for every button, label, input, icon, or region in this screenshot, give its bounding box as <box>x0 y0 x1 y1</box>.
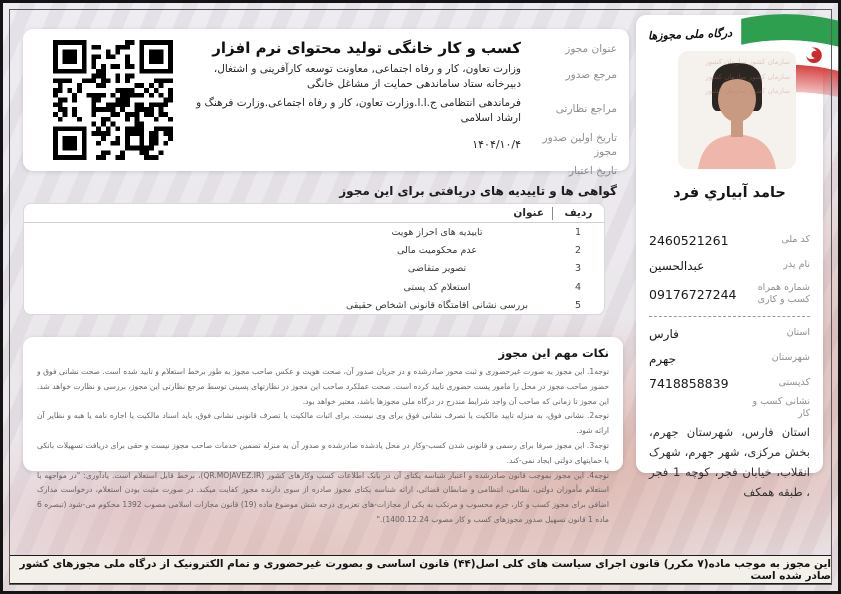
field-county <box>649 346 810 371</box>
issuer-label: مرجع صدور <box>565 69 617 81</box>
profile-fields <box>649 228 810 502</box>
table-row <box>24 223 604 241</box>
field-business-mobile <box>649 278 810 310</box>
portal-logo: درگاه ملی مجوزها <box>647 26 733 43</box>
field-value: جهرم <box>649 351 676 366</box>
license-title: کسب و کار خانگی تولید محتوای نرم افزار <box>212 39 521 57</box>
row-number: 1 <box>574 226 582 238</box>
field-value: عبدالحسین <box>649 258 705 273</box>
field-label: نام پدر <box>783 259 810 271</box>
field-national-id <box>649 228 810 253</box>
person-name: حامد آبياري فرد <box>673 185 786 201</box>
profile-card <box>636 15 823 500</box>
table-header <box>24 204 604 223</box>
row-title: تاییدیه های احراز هویت <box>391 226 483 238</box>
table-row <box>24 297 604 315</box>
note-item: توجه4. این مجوز بموجب قانون صادرشده و اعتبار شناسه یکتای آن در بانک اطلاعات کسب وکارهای کشور (QR.MOJAVEZ.IR)، برخط قابل استعلام است. یادآوری: "در مواجهه با استعلام مأموران دولتی، نظامی، انتظامی و ضابطان قضائی، ارائه شناسه یکتای مجوز صادره از سوی دارنده مجوز کفایت میکند. در صورت مثبت بودن استعلام، درخواست مدارک اضافی برای مجوز کسب و کار، جرم محسوب و مرتکب به یکی از مجازات-های تعزیری درجه شش موضوع ماده (19) قانون مجازات اسلامی مصوب 1392 محکوم می-شود (تبصره 6 ماده 1 قانون تسهیل صدور مجوزهای کسب و کار مصوب 1400.12.24)." <box>37 470 609 524</box>
col-header-row-number: ردیف <box>552 207 604 220</box>
field-value: 2460521261 <box>649 233 729 248</box>
row-title: بررسی نشانی اقامتگاه قانونی اشخاص حقیقی <box>345 300 529 312</box>
field-postal-code <box>649 371 810 396</box>
row-title: عدم محکومیت مالی <box>396 245 478 257</box>
col-header-title: عنوان <box>513 207 544 219</box>
license-title-label: عنوان مجوز <box>565 43 617 55</box>
notes-heading: نکات مهم این مجوز <box>498 346 609 360</box>
note-item: توجه1. این مجوز به صورت غیرحضوری و ثبت محور صادرشده و در جریان صدور آن، صحت هویت و عکس صاحب مجوز به طور برخط استعلام و تایید شده است. صحت نشانی فوق و حضور صاحب مجوز در محل را مامور پست حضوری تایید کرده است. صحت عملکرد صاحب این مجوز در نظارتهای پسینی توسط مرجع نظارتی این مجوز، بررسی و نظارت خواهد شد. این مجوز تا زمانی که صاحب آن واجد شرایط مندرج در درگاه ملی مجوزها باشد، معتبر خواهد بود. <box>37 367 609 406</box>
license-info-card <box>23 29 629 178</box>
certificates-heading: گواهی ها و تاییدیه های دریافتی برای این مجوز <box>339 184 617 198</box>
field-label: کدپستی <box>778 377 810 389</box>
footer-text: این مجوز به موجب ماده(۷ مکرر) قانون اجرای سیاست های کلی اصل(۴۴) قانون اساسی و بصورت غیرحضوری و تمام الکترونیک از درگاه ملی مجوزهای کشور صادر شده است <box>19 557 831 582</box>
table-row <box>24 260 604 278</box>
supervisors-value: فرماندهی انتظامی ج.ا.ا.وزارت تعاون، کار و رفاه اجتماعی.وزارت فرهنگ و ارشاد اسلامی <box>196 97 521 125</box>
field-label: کد ملی <box>781 234 810 246</box>
qr-code <box>31 37 195 163</box>
field-value: 7418858839 <box>649 376 729 391</box>
note-item: توجه3. این مجوز صرفا برای رسمی و قانونی شدن کسب-وکار در محل یادشده صادرشده و صدور آن به منزله تضمین خدمات صاحب مجوز نیست و حقی برای دریافت تسهیلات بانکی یا حمایتهای دولتی ایجاد نمی-کند. <box>37 440 609 465</box>
first-issue-date-label: تاریخ اولین صدور مجوز <box>542 131 617 158</box>
divider <box>649 316 810 317</box>
field-label: استان <box>786 327 810 339</box>
important-notes-card <box>23 337 623 524</box>
field-province <box>649 321 810 346</box>
business-address: استان فارس، شهرستان جهرم، بخش مرکزی، شهر جهرم، شهرک انقلاب، خیابان فجر، کوچه 1 فجر ، طبقه همکف <box>649 424 810 500</box>
footer-bar <box>10 555 831 584</box>
license-fields <box>195 37 617 178</box>
portrait-image <box>678 51 796 169</box>
row-title: استعلام کد پستی <box>403 281 471 293</box>
field-father-name <box>649 253 810 278</box>
table-row <box>24 241 604 259</box>
row-number: 3 <box>574 263 582 275</box>
table-row <box>24 278 604 296</box>
row-number: 5 <box>574 300 582 312</box>
expiry-date-value <box>195 164 521 178</box>
field-business-address <box>649 396 810 421</box>
photo-watermark: سازمان کشور سازمان کشور سازمان کشور سازمان کشور سازمان کشور سازمان کشور <box>705 58 790 96</box>
field-label: شهرستان <box>771 352 810 364</box>
first-issue-date-value: ۱۴۰۴/۱۰/۴ <box>472 138 521 152</box>
row-number: 4 <box>574 281 582 293</box>
note-item: توجه2. نشانی فوق، به منزله تایید مالکیت یا تصرف نشانی فوق برای وی نیست. برای اثبات مالکیت یا تصرف قانونی نشانی فوق، باید اسناد مالکیت یا اجاره نامه یا هبه و نظایر آن ارائه شود. <box>37 411 609 436</box>
certificates-table <box>23 203 605 315</box>
applicant-photo <box>678 51 796 169</box>
field-label: نشانی کسب و کار <box>752 396 810 420</box>
row-number: 2 <box>574 245 582 257</box>
field-label: شماره همراه کسب و کاری <box>757 281 810 305</box>
row-title: تصویر متقاضی <box>407 263 467 275</box>
issuer-value: وزارت تعاون، کار و رفاه اجتماعی, معاونت توسعه کارآفرینی و اشتغال، دبیرخانه ستاد ساماندهی حمایت از مشاغل خانگی <box>213 63 521 90</box>
field-value: فارس <box>649 326 679 341</box>
field-value: 09176727244 <box>649 286 737 302</box>
qr-code-image <box>53 40 173 160</box>
supervisors-label: مراجع نظارتی <box>555 103 617 116</box>
expiry-date-label: تاریخ اعتبار <box>568 165 617 178</box>
